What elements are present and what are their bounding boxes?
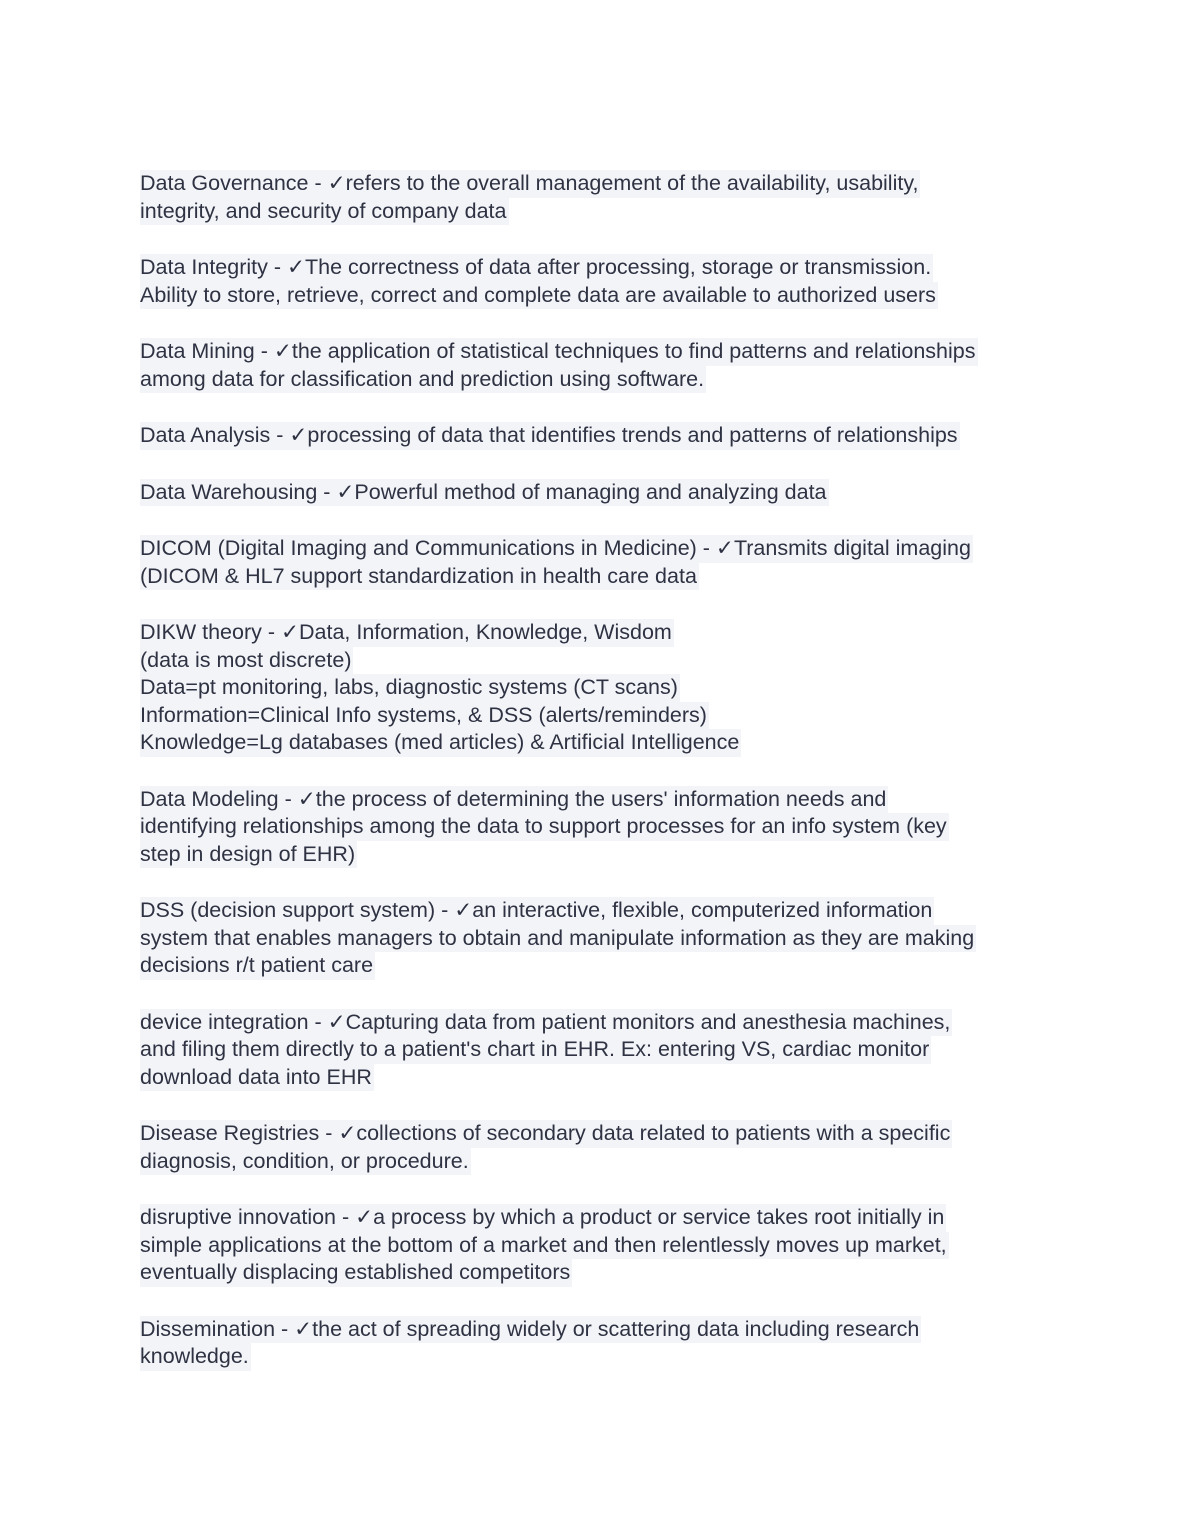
entry-line: identifying relationships among the data to support processes for an info system (key	[140, 813, 949, 841]
entry-line: Ability to store, retrieve, correct and complete data are available to authorized users	[140, 282, 938, 310]
entry-line: Information=Clinical Info systems, & DSS (alerts/reminders)	[140, 702, 709, 730]
entry-line: Data Analysis - ✓processing of data that identifies trends and patterns of relationships	[140, 422, 960, 450]
entry-line: DIKW theory - ✓Data, Information, Knowledge, Wisdom	[140, 619, 674, 647]
entry-line: Data Warehousing - ✓Powerful method of managing and analyzing data	[140, 479, 829, 507]
entry-line: integrity, and security of company data	[140, 198, 509, 226]
entry-line: step in design of EHR)	[140, 841, 357, 869]
entry-line: device integration - ✓Capturing data from patient monitors and anesthesia machines,	[140, 1009, 952, 1037]
entry-line: disruptive innovation - ✓a process by which a product or service takes root initially in	[140, 1204, 946, 1232]
entry-line: Disease Registries - ✓collections of secondary data related to patients with a specific	[140, 1120, 952, 1148]
entry-line: among data for classification and prediction using software.	[140, 366, 706, 394]
glossary-entry-device-integration	[140, 1009, 1060, 1092]
entry-line: Knowledge=Lg databases (med articles) & Artificial Intelligence	[140, 729, 741, 757]
entry-line: diagnosis, condition, or procedure.	[140, 1148, 471, 1176]
glossary-entry-data-analysis	[140, 422, 1060, 450]
entry-line: (data is most discrete)	[140, 647, 353, 675]
entry-line: DICOM (Digital Imaging and Communications in Medicine) - ✓Transmits digital imaging	[140, 535, 973, 563]
entry-line: Dissemination - ✓the act of spreading widely or scattering data including research	[140, 1316, 921, 1344]
glossary-entry-data-modeling	[140, 786, 1060, 869]
glossary-entry-data-mining	[140, 338, 1060, 393]
entry-line: DSS (decision support system) - ✓an interactive, flexible, computerized information	[140, 897, 934, 925]
glossary-entry-data-integrity	[140, 254, 1060, 309]
entry-line: Data Governance - ✓refers to the overall management of the availability, usability,	[140, 170, 920, 198]
entry-line: Data Integrity - ✓The correctness of data after processing, storage or transmission.	[140, 254, 933, 282]
glossary-entry-dicom	[140, 535, 1060, 590]
entry-line: and filing them directly to a patient's chart in EHR. Ex: entering VS, cardiac monitor	[140, 1036, 931, 1064]
entry-line: knowledge.	[140, 1343, 251, 1371]
glossary-entry-disease-registries	[140, 1120, 1060, 1175]
entry-line: decisions r/t patient care	[140, 952, 375, 980]
entry-line: Data Modeling - ✓the process of determining the users' information needs and	[140, 786, 888, 814]
glossary-entry-data-warehousing	[140, 479, 1060, 507]
entry-line: (DICOM & HL7 support standardization in health care data	[140, 563, 699, 591]
entry-line: system that enables managers to obtain and manipulate information as they are making	[140, 925, 976, 953]
entry-line: download data into EHR	[140, 1064, 374, 1092]
entry-line: Data=pt monitoring, labs, diagnostic systems (CT scans)	[140, 674, 680, 702]
glossary-entry-dikw-theory	[140, 619, 1060, 757]
entry-line: Data Mining - ✓the application of statistical techniques to find patterns and relationships	[140, 338, 978, 366]
glossary-entry-data-governance	[140, 170, 1060, 225]
document-page	[140, 170, 1060, 1400]
entry-line: simple applications at the bottom of a market and then relentlessly moves up market,	[140, 1232, 949, 1260]
glossary-entry-dss	[140, 897, 1060, 980]
glossary-entry-dissemination	[140, 1316, 1060, 1371]
entry-line: eventually displacing established competitors	[140, 1259, 572, 1287]
glossary-entry-disruptive-innovation	[140, 1204, 1060, 1287]
